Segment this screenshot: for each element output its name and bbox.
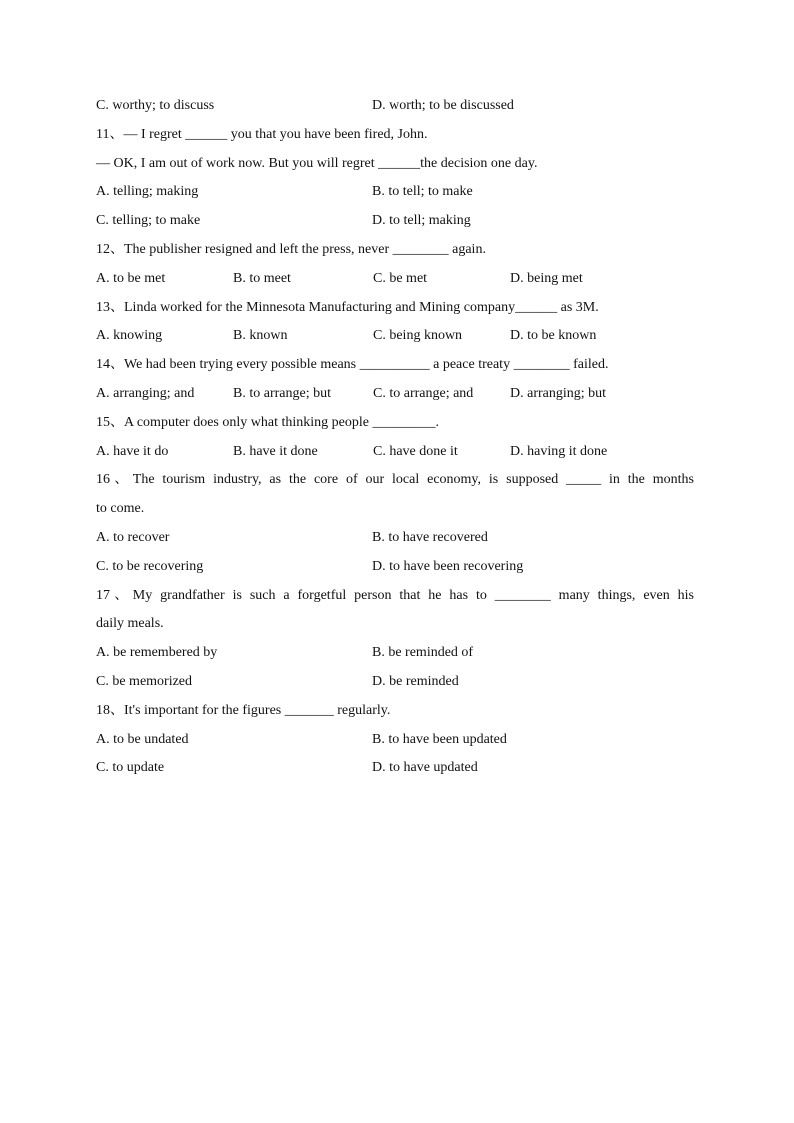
q18-option-a: A. to be undated xyxy=(96,731,189,747)
q18-options-row-1 xyxy=(96,726,696,755)
q14-option-a: A. arranging; and xyxy=(96,385,195,401)
q12-option-a: A. to be met xyxy=(96,270,166,286)
q11-option-d: D. to tell; making xyxy=(372,213,471,229)
q12-option-c: C. be met xyxy=(373,270,428,286)
q13-stem: 13、Linda worked for the Minnesota Manufacturing and Mining company______ as 3M. xyxy=(96,299,599,315)
q11-option-b: B. to tell; to make xyxy=(372,184,473,200)
q18-option-b: B. to have been updated xyxy=(372,731,507,747)
q16-option-b: B. to have recovered xyxy=(372,529,488,545)
q15-option-b: B. have it done xyxy=(233,443,318,459)
q15-option-a: A. have it do xyxy=(96,443,169,459)
q17-option-d: D. be reminded xyxy=(372,673,459,689)
q10-option-d: D. worth; to be discussed xyxy=(372,98,514,113)
q14-options-row xyxy=(96,380,696,409)
q11-options-row-1 xyxy=(96,178,696,207)
q13-option-d: D. to be known xyxy=(510,328,597,344)
q14-stem: 14、We had been trying every possible means __________ a peace treaty ________ failed. xyxy=(96,357,609,373)
worksheet-page xyxy=(96,92,696,783)
q16-options-row-1 xyxy=(96,524,696,553)
q12-stem: 12、The publisher resigned and left the press, never ________ again. xyxy=(96,241,486,257)
q16-option-c: C. to be recovering xyxy=(96,558,204,574)
q13-option-b: B. known xyxy=(233,328,288,344)
q17-option-b: B. be reminded of xyxy=(372,645,474,661)
q12-options-row xyxy=(96,265,696,294)
q11-stem-line-2: — OK, I am out of work now. But you will regret ______the decision one day. xyxy=(96,155,538,171)
q18-stem: 18、It's important for the figures _______ regularly. xyxy=(96,702,391,718)
q18-option-d: D. to have updated xyxy=(372,760,478,776)
q12-option-b: B. to meet xyxy=(233,270,291,286)
q17-option-a: A. be remembered by xyxy=(96,645,218,661)
q17-options-row-2 xyxy=(96,668,696,697)
q14-option-c: C. to arrange; and xyxy=(373,385,474,401)
q18-options-row-2 xyxy=(96,754,696,783)
q14-option-d: D. arranging; but xyxy=(510,385,607,401)
q12-option-d: D. being met xyxy=(510,270,583,286)
q16-stem-line-1: 16、The tourism industry, as the core of our local economy, is supposed _____ in the months xyxy=(96,472,694,488)
q15-options-row xyxy=(96,438,696,467)
q11-options-row-2 xyxy=(96,207,696,236)
q16-stem-line-2: to come. xyxy=(96,501,145,517)
q15-option-c: C. have done it xyxy=(373,443,458,459)
q11-option-a: A. telling; making xyxy=(96,184,199,200)
q17-stem-line-1: 17、My grandfather is such a forgetful person that he has to ________ many things, even his xyxy=(96,587,694,603)
q13-option-a: A. knowing xyxy=(96,328,163,344)
q13-options-row xyxy=(96,322,696,351)
q15-option-d: D. having it done xyxy=(510,443,608,459)
q13-option-c: C. being known xyxy=(373,328,463,344)
q10-options-row-2 xyxy=(96,92,696,121)
q11-option-c: C. telling; to make xyxy=(96,213,201,229)
q17-options-row-1 xyxy=(96,639,696,668)
q14-option-b: B. to arrange; but xyxy=(233,385,331,401)
q17-option-c: C. be memorized xyxy=(96,673,193,689)
q16-option-a: A. to recover xyxy=(96,529,170,545)
q18-option-c: C. to update xyxy=(96,760,165,776)
q10-option-c: C. worthy; to discuss xyxy=(96,98,215,113)
q11-stem-line-1: 11、— I regret ______ you that you have been fired, John. xyxy=(96,126,428,142)
q16-options-row-2 xyxy=(96,553,696,582)
q17-stem-line-2: daily meals. xyxy=(96,616,164,632)
q15-stem: 15、A computer does only what thinking people _________. xyxy=(96,414,439,430)
q16-option-d: D. to have been recovering xyxy=(372,558,524,574)
